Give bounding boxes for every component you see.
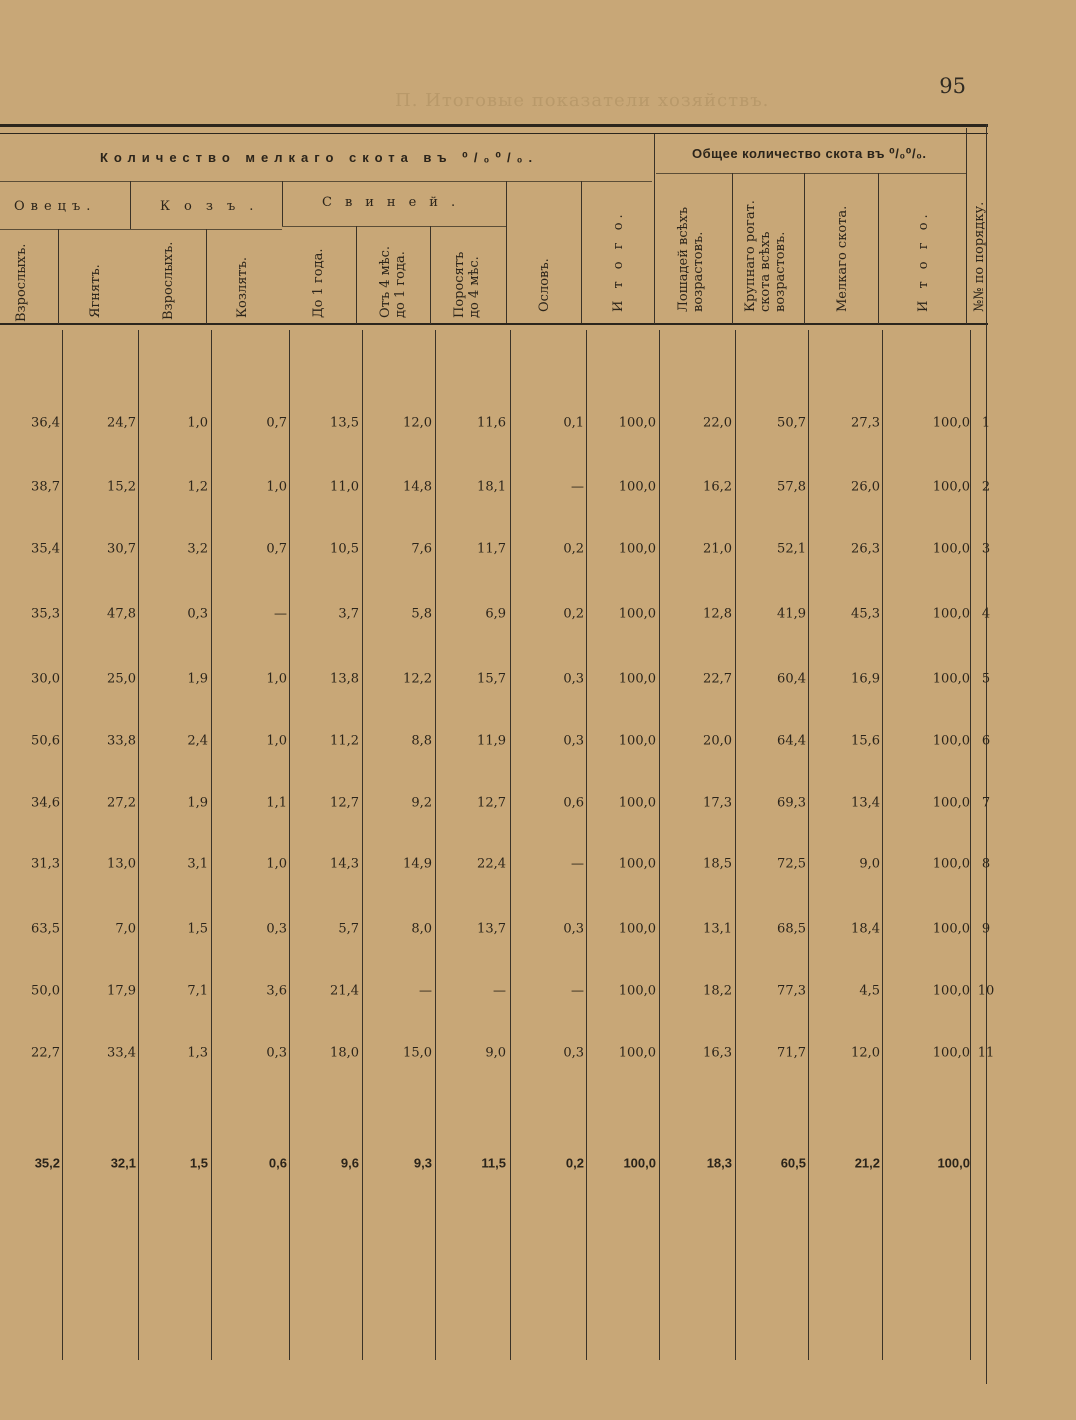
table-cell: 100,0	[618, 479, 656, 495]
header-divider	[58, 229, 59, 324]
table-cell: 15,0	[403, 1045, 432, 1061]
col-header-row-number: №№ по порядку.	[972, 201, 987, 312]
header-divider	[506, 181, 507, 323]
table-cell: 100,0	[932, 479, 970, 495]
table-cell: 100,0	[932, 541, 970, 557]
table-cell: 24,7	[107, 415, 136, 431]
table-cell: 100,0	[618, 795, 656, 811]
table-cell: 11,2	[330, 733, 359, 749]
table-cell: 12,2	[403, 671, 432, 687]
table-cell: 22,7	[31, 1045, 60, 1061]
row-number: 2	[981, 479, 991, 495]
row-number: 7	[981, 795, 991, 811]
table-cell: 1,1	[266, 795, 287, 811]
table-cell: 22,7	[703, 671, 732, 687]
table-cell: 1,0	[266, 856, 287, 872]
table-cell: 5,7	[338, 921, 359, 937]
table-cell: 11,0	[330, 479, 359, 495]
table-cell: 26,3	[851, 541, 880, 557]
small-title-underline	[0, 181, 652, 182]
table-cell: 16,2	[703, 479, 732, 495]
table-cell: 34,6	[31, 795, 60, 811]
row-number: 4	[981, 606, 991, 622]
table-cell: 18,2	[703, 983, 732, 999]
col-header-small-total: И т о г о.	[611, 210, 626, 312]
table-cell: 13,0	[107, 856, 136, 872]
total-cell: 0,2	[565, 1155, 584, 1171]
col-header-horses	[676, 190, 706, 312]
table-cell: 0,7	[266, 415, 287, 431]
row-number: 5	[981, 671, 991, 687]
total-cell: 32,1	[110, 1155, 136, 1171]
table-cell: —	[493, 983, 506, 999]
header-divider	[581, 181, 582, 323]
table-cell: 1,5	[187, 921, 208, 937]
table-cell: —	[274, 606, 287, 622]
table-cell: 100,0	[618, 606, 656, 622]
table-cell: 1,3	[187, 1045, 208, 1061]
table-cell: 30,7	[107, 541, 136, 557]
table-cell: —	[571, 983, 584, 999]
table-cell: 25,0	[107, 671, 136, 687]
table-cell: 16,3	[703, 1045, 732, 1061]
table-cell: 1,9	[187, 795, 208, 811]
table-cell: 100,0	[618, 541, 656, 557]
table-cell: 0,3	[563, 1045, 584, 1061]
table-cell: 22,4	[477, 856, 506, 872]
table-cell: 64,4	[777, 733, 806, 749]
header-divider	[654, 134, 655, 324]
table-cell: 15,2	[107, 479, 136, 495]
header-divider	[986, 124, 987, 1384]
table-cell: 72,5	[777, 856, 806, 872]
table-cell: 0,2	[563, 541, 584, 557]
table-cell: 9,2	[411, 795, 432, 811]
table-cell: 2,4	[187, 733, 208, 749]
table-cell: 12,7	[330, 795, 359, 811]
table-cell: 50,0	[31, 983, 60, 999]
table-cell: 0,3	[563, 671, 584, 687]
table-cell: 13,1	[703, 921, 732, 937]
col-header-cattle	[743, 187, 788, 312]
col-header-sheep-adult: Взрослыхъ.	[14, 243, 29, 322]
table-cell: 1,2	[187, 479, 208, 495]
ghost-heading: П. Итоговые показатели хозяйствъ.	[395, 90, 770, 111]
table-cell: 11,7	[477, 541, 506, 557]
table-cell: 14,9	[403, 856, 432, 872]
table-cell: 77,3	[777, 983, 806, 999]
table-cell: 0,3	[266, 921, 287, 937]
table-cell: 3,1	[187, 856, 208, 872]
table-cell: 30,0	[31, 671, 60, 687]
col-header-small-livestock: Мелкаго скота.	[835, 205, 850, 312]
table-cell: 14,8	[403, 479, 432, 495]
table-cell: 100,0	[932, 671, 970, 687]
table-cell: 15,6	[851, 733, 880, 749]
col-header-pigs-4mo-1yr	[378, 230, 408, 318]
table-cell: 100,0	[618, 856, 656, 872]
total-cell: 9,3	[413, 1155, 432, 1171]
table-cell: 68,5	[777, 921, 806, 937]
table-cell: 41,9	[777, 606, 806, 622]
table-cell: 7,0	[115, 921, 136, 937]
table-cell: —	[571, 479, 584, 495]
table-cell: 50,6	[31, 733, 60, 749]
group-underline-pigs	[282, 226, 506, 227]
column-rule	[970, 330, 971, 1360]
total-livestock-title: Общее количество скота въ ⁰/₀⁰/₀.	[692, 146, 927, 161]
table-cell: 0,2	[563, 606, 584, 622]
table-cell: 47,8	[107, 606, 136, 622]
table-cell: 100,0	[932, 983, 970, 999]
table-cell: 45,3	[851, 606, 880, 622]
row-number: 8	[981, 856, 991, 872]
table-cell: 14,3	[330, 856, 359, 872]
col-header-cattle-text: Крупнаго рогат. скота всѣхъ возрастовъ.	[743, 200, 788, 312]
table-cell: 16,9	[851, 671, 880, 687]
table-cell: 15,7	[477, 671, 506, 687]
table-cell: 18,0	[330, 1045, 359, 1061]
header-divider	[966, 128, 967, 324]
table-cell: 100,0	[932, 415, 970, 431]
table-cell: 100,0	[932, 733, 970, 749]
row-number: 3	[981, 541, 991, 557]
table-cell: 0,3	[563, 733, 584, 749]
header-divider	[732, 173, 733, 324]
table-cell: 4,5	[859, 983, 880, 999]
row-number: 1	[981, 415, 991, 431]
total-cell: 60,5	[780, 1155, 806, 1171]
top-rule-thin	[0, 133, 988, 134]
table-cell: 1,0	[187, 415, 208, 431]
table-cell: 21,4	[330, 983, 359, 999]
row-number: 10	[977, 983, 995, 999]
table-cell: 100,0	[618, 921, 656, 937]
table-cell: 63,5	[31, 921, 60, 937]
table-cell: 13,4	[851, 795, 880, 811]
col-header-donkeys: Ословъ.	[537, 258, 552, 312]
table-cell: 100,0	[932, 795, 970, 811]
col-header-pigs-4mo-1yr-text: Отъ 4 мѣс. до 1 года.	[378, 245, 408, 318]
group-underline-sheep	[0, 229, 282, 230]
table-cell: 18,5	[703, 856, 732, 872]
table-cell: 57,8	[777, 479, 806, 495]
col-header-goats-adult: Взрослыхъ.	[161, 241, 176, 320]
col-header-piglets-text: Поросятъ до 4 мѣс.	[452, 251, 482, 318]
total-title-underline	[656, 173, 966, 174]
col-header-lambs: Ягнятъ.	[88, 264, 103, 318]
table-cell: 9,0	[859, 856, 880, 872]
table-cell: 60,4	[777, 671, 806, 687]
table-cell: 69,3	[777, 795, 806, 811]
header-divider	[878, 173, 879, 324]
total-cell: 21,2	[854, 1155, 880, 1171]
table-cell: 5,8	[411, 606, 432, 622]
table-cell: 12,0	[403, 415, 432, 431]
total-cell: 100,0	[937, 1155, 970, 1171]
table-cell: 18,1	[477, 479, 506, 495]
table-cell: 50,7	[777, 415, 806, 431]
row-number: 9	[981, 921, 991, 937]
total-cell: 0,6	[268, 1155, 287, 1171]
total-cell: 100,0	[623, 1155, 656, 1171]
total-cell: 9,6	[340, 1155, 359, 1171]
table-cell: 12,8	[703, 606, 732, 622]
small-livestock-title: Количество мелкаго скота въ ⁰/₀⁰/₀.	[100, 150, 539, 165]
table-cell: 100,0	[932, 1045, 970, 1061]
goats-group-label: Козъ.	[160, 199, 268, 214]
table-cell: 26,0	[851, 479, 880, 495]
total-cell: 1,5	[189, 1155, 208, 1171]
table-cell: 100,0	[618, 415, 656, 431]
table-cell: 0,3	[187, 606, 208, 622]
table-cell: 13,5	[330, 415, 359, 431]
table-cell: 33,4	[107, 1045, 136, 1061]
table-cell: 33,8	[107, 733, 136, 749]
header-divider	[282, 181, 283, 226]
table-cell: 3,2	[187, 541, 208, 557]
table-cell: 52,1	[777, 541, 806, 557]
table-cell: 27,3	[851, 415, 880, 431]
table-cell: 27,2	[107, 795, 136, 811]
table-cell: 9,0	[485, 1045, 506, 1061]
top-rule	[0, 124, 988, 127]
row-number: 11	[977, 1045, 995, 1061]
row-number: 6	[981, 733, 991, 749]
table-cell: 0,6	[563, 795, 584, 811]
table-cell: 18,4	[851, 921, 880, 937]
table-cell: 1,9	[187, 671, 208, 687]
table-cell: 0,3	[266, 1045, 287, 1061]
table-cell: 100,0	[932, 921, 970, 937]
table-cell: 11,6	[477, 415, 506, 431]
table-cell: 100,0	[932, 606, 970, 622]
table-cell: 6,9	[485, 606, 506, 622]
col-header-horses-text: Лошадей всѣхъ возрастовъ.	[676, 206, 706, 312]
header-divider	[356, 226, 357, 324]
table-cell: 17,9	[107, 983, 136, 999]
table-cell: 12,0	[851, 1045, 880, 1061]
sheep-group-label: Овецъ.	[14, 199, 97, 214]
table-cell: 11,9	[477, 733, 506, 749]
col-header-pigs-under-1yr: До 1 года.	[311, 248, 326, 318]
table-cell: 20,0	[703, 733, 732, 749]
header-divider	[804, 173, 805, 324]
table-cell: 1,0	[266, 733, 287, 749]
table-cell: 3,6	[266, 983, 287, 999]
table-cell: 0,1	[563, 415, 584, 431]
table-cell: 21,0	[703, 541, 732, 557]
table-cell: 12,7	[477, 795, 506, 811]
table-cell: 100,0	[618, 733, 656, 749]
table-cell: 100,0	[932, 856, 970, 872]
table-cell: 1,0	[266, 479, 287, 495]
table-cell: 3,7	[338, 606, 359, 622]
table-cell: 31,3	[31, 856, 60, 872]
table-cell: 100,0	[618, 671, 656, 687]
col-header-kids: Козлятъ.	[235, 256, 250, 318]
table-cell: 71,7	[777, 1045, 806, 1061]
table-cell: 13,8	[330, 671, 359, 687]
pigs-group-label: Свиней.	[322, 195, 469, 210]
table-cell: 17,3	[703, 795, 732, 811]
header-divider	[130, 181, 131, 229]
table-cell: 35,4	[31, 541, 60, 557]
table-cell: 8,8	[411, 733, 432, 749]
table-cell: 36,4	[31, 415, 60, 431]
table-cell: 100,0	[618, 983, 656, 999]
table-cell: —	[571, 856, 584, 872]
table-cell: 0,7	[266, 541, 287, 557]
table-cell: 7,1	[187, 983, 208, 999]
table-cell: —	[419, 983, 432, 999]
table-cell: 100,0	[618, 1045, 656, 1061]
table-cell: 13,7	[477, 921, 506, 937]
table-cell: 8,0	[411, 921, 432, 937]
total-cell: 18,3	[706, 1155, 732, 1171]
table-cell: 38,7	[31, 479, 60, 495]
total-cell: 11,5	[481, 1155, 506, 1171]
table-cell: 10,5	[330, 541, 359, 557]
header-divider	[430, 226, 431, 324]
table-cell: 1,0	[266, 671, 287, 687]
header-divider	[206, 229, 207, 324]
table-cell: 0,3	[563, 921, 584, 937]
col-header-piglets	[452, 240, 482, 318]
total-cell: 35,2	[34, 1155, 60, 1171]
table-cell: 22,0	[703, 415, 732, 431]
header-bottom-rule	[0, 323, 988, 325]
table-cell: 7,6	[411, 541, 432, 557]
table-cell: 35,3	[31, 606, 60, 622]
page-number: 95	[939, 74, 966, 98]
col-header-grand-total: И т о г о.	[916, 210, 931, 312]
